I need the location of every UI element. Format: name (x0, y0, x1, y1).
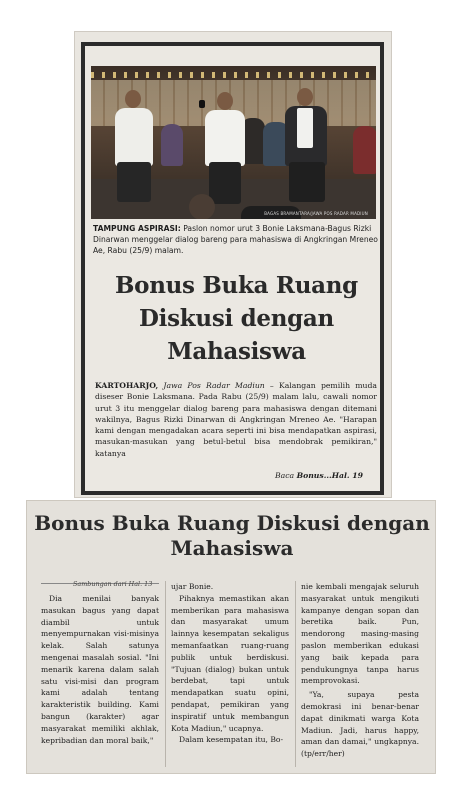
photo-credit: BAGAS BRAMANTARA/JAWA POS RADAR MADIUN (264, 211, 368, 216)
column-paragraph: Dia menilai banyak masukan bagus yang dapat diambil untuk menyempurnakan visi-misinya kelak. Salah satunya mengenai masalah sosial. "Ini menarik karena dalam salah satu visi-misi dan program kami adalah tentang karakteristik building. Kami bangun (karakter) agar masyarakat memiliki akhlak, kepribadian dan moral baik," (41, 594, 159, 745)
speaker-white-shirt (205, 110, 245, 166)
column-divider (165, 581, 166, 767)
speaker-trousers (117, 162, 151, 202)
speaker-head (125, 90, 141, 108)
speaker-trousers (209, 162, 241, 204)
speaker-trousers (289, 162, 325, 202)
speaker-head (217, 92, 233, 110)
continued-prefix: Baca (275, 471, 297, 480)
column-paragraph: nie kembali mengajak seluruh masyarakat untuk mengikuti kampanye dengan sopan dan beretika baik. Pun, mendorong masing-masing paslon memberikan edukasi yang baik kepada para pendukungnya tanpa harus memprovokasi. (301, 582, 419, 686)
continued-from-note: Sambungan dari Hal. 13 (73, 580, 153, 588)
continued-note (275, 471, 363, 480)
headline: Bonus Buka Ruang Diskusi dengan Mahasiswa (115, 272, 358, 365)
column-paragraph: Dalam kesempatan itu, Bo- (179, 735, 284, 745)
dateline: KARTOHARJO, (95, 381, 159, 390)
continued-page: Hal. 19 (331, 471, 363, 480)
continuation-headline (27, 511, 437, 561)
microphone (199, 100, 205, 108)
column-paragraph: "Ya, supaya pesta demokrasi ini benar-benar dapat dinikmati warga Kota Madiun. Jadi, harus happy, aman dan damai," ungkapnya. (tp/err/her) (301, 690, 419, 759)
continuation-headline-text: Bonus Buka Ruang Diskusi dengan Mahasiswa (34, 511, 430, 560)
article-photo (91, 66, 376, 219)
text-column-1 (41, 593, 159, 746)
column-paragraph: ujar Bonie. (171, 582, 214, 591)
column-paragraph: Pihaknya memastikan akan memberikan para mahasiswa dan masyarakat umum lainnya kesempatan sekaligus memanfaatkan ruang-ruang publik untuk berdiskusi. "Tujuan (dialog) bukan untuk berdebat, tapi untuk mendapatkan suatu opini, pendapat, pemikiran yang inspiratif untuk membangun Kota Madiun," ucapnya. (171, 593, 289, 733)
newspaper-name: Jawa Pos Radar Madiun (163, 381, 265, 390)
caption-label: TAMPUNG ASPIRASI: (93, 224, 181, 233)
continued-link: Bonus... (296, 471, 332, 480)
audience-person (161, 124, 183, 166)
speaker-white-shirt (115, 108, 153, 166)
string-lights (91, 72, 376, 78)
top-newspaper-clipping (74, 31, 392, 498)
foreground-head (189, 194, 215, 219)
caption-text: Paslon nomor urut 3 Bonie Laksmana-Bagus Rizki Dinarwan menggelar dialog bareng para mahasiswa di Angkringan Mreneo Ae, Rabu (25/9) malam. (93, 224, 378, 255)
text-column-3 (301, 581, 419, 760)
lead-paragraph (95, 380, 377, 459)
speaker-white-shirt (297, 108, 313, 148)
audience-person (353, 126, 376, 174)
bottom-newspaper-clipping (26, 500, 436, 774)
text-column-2 (171, 581, 289, 746)
speaker-head (297, 88, 313, 106)
lead-text: – Kalangan pemilih muda diseser Bonie Laksmana. Pada Rabu (25/9) malam lalu, cawali nomor urut 3 itu menggelar dialog bareng para mahasiswa dengan ditemani wakilnya, Bagus Rizki Dinarwan di Angkringan Mreneo Ae. "Harapan kami dengan mengadakan acara seperti ini bisa mendapatkan aspirasi, masukan-masukan yang betul-betul bisa mendobrak pemikiran," katanya (95, 381, 377, 458)
column-divider (295, 581, 296, 767)
photo-caption (93, 223, 378, 256)
article-box-frame (81, 42, 384, 495)
